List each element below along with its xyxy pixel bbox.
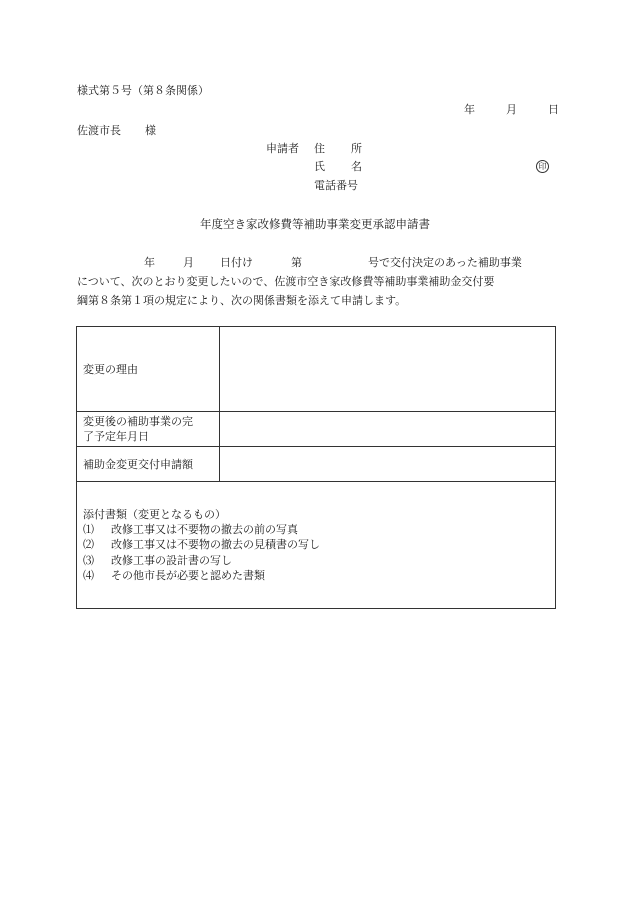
- applicant-phone-label: 電話番号: [314, 179, 358, 192]
- applicant-name-label: [314, 160, 362, 174]
- body-line-2: について、次のとおり変更したいので、佐渡市空き家改修費等補助事業補助金交付要: [77, 275, 495, 288]
- date-month: 月: [506, 103, 517, 116]
- applicant-label: 申請者: [266, 142, 299, 155]
- completion-date-label: [77, 412, 220, 447]
- table-row: [77, 447, 556, 482]
- form-number: 様式第５号（第８条関係）: [77, 84, 209, 97]
- attachment-item: [83, 522, 549, 538]
- address-label-char1: 住: [314, 142, 325, 155]
- attachment-text: 改修工事の設計書の写し: [111, 553, 232, 567]
- addressee-honorific: 様: [145, 124, 156, 137]
- attachment-item: [83, 537, 549, 553]
- body-line1-rest: 号で交付決定のあった補助事業: [368, 256, 522, 269]
- attachment-number: ⑴: [83, 522, 94, 536]
- body-paragraph: [77, 253, 555, 310]
- name-label-char1: 氏: [314, 160, 325, 173]
- body-month: 月: [183, 256, 194, 269]
- document-title: 年度空き家改修費等補助事業変更承認申請書: [200, 217, 430, 231]
- addressee-name: 佐渡市長: [77, 124, 121, 137]
- body-line-1: [77, 253, 555, 272]
- application-detail-table: [76, 326, 556, 609]
- completion-label-line2: 了予定年月日: [83, 430, 149, 443]
- body-number-prefix: 第: [291, 256, 302, 269]
- attachment-number: ⑷: [83, 569, 94, 582]
- date-year: 年: [464, 103, 475, 116]
- attachment-item: [83, 568, 549, 584]
- attachment-text: 改修工事又は不要物の撤去の見積書の写し: [111, 538, 320, 551]
- table-row: [77, 327, 556, 412]
- attachment-item: [83, 553, 549, 569]
- attachment-text: その他市長が必要と認めた書類: [111, 569, 265, 582]
- attachment-number: ⑵: [83, 538, 94, 551]
- body-line-3: 綱第８条第１項の規定により、次の関係書類を添えて申請します。: [77, 294, 407, 307]
- seal-mark: 印: [536, 160, 549, 173]
- date-day: 日: [548, 103, 559, 116]
- address-label-char2: 所: [351, 142, 362, 155]
- completion-date-field[interactable]: [220, 412, 556, 447]
- body-year: 年: [144, 256, 155, 269]
- applicant-address-label: [314, 142, 362, 156]
- completion-label-line1: 変更後の補助事業の完: [83, 415, 193, 428]
- reason-label: 変更の理由: [77, 327, 220, 412]
- amount-label: 補助金変更交付申請額: [77, 447, 220, 482]
- submission-date: [464, 103, 559, 117]
- table-row: [77, 412, 556, 447]
- addressee: [77, 124, 156, 138]
- attachment-number: ⑶: [83, 553, 94, 567]
- name-label-char2: 名: [351, 160, 362, 173]
- reason-field[interactable]: [220, 327, 556, 412]
- attachment-text: 改修工事又は不要物の撤去の前の写真: [111, 522, 298, 536]
- attachments-cell: [77, 482, 556, 609]
- attachments-title: 添付書類（変更となるもの）: [83, 507, 226, 521]
- table-row: [77, 482, 556, 609]
- body-date-suffix: 日付け: [220, 256, 253, 269]
- amount-field[interactable]: [220, 447, 556, 482]
